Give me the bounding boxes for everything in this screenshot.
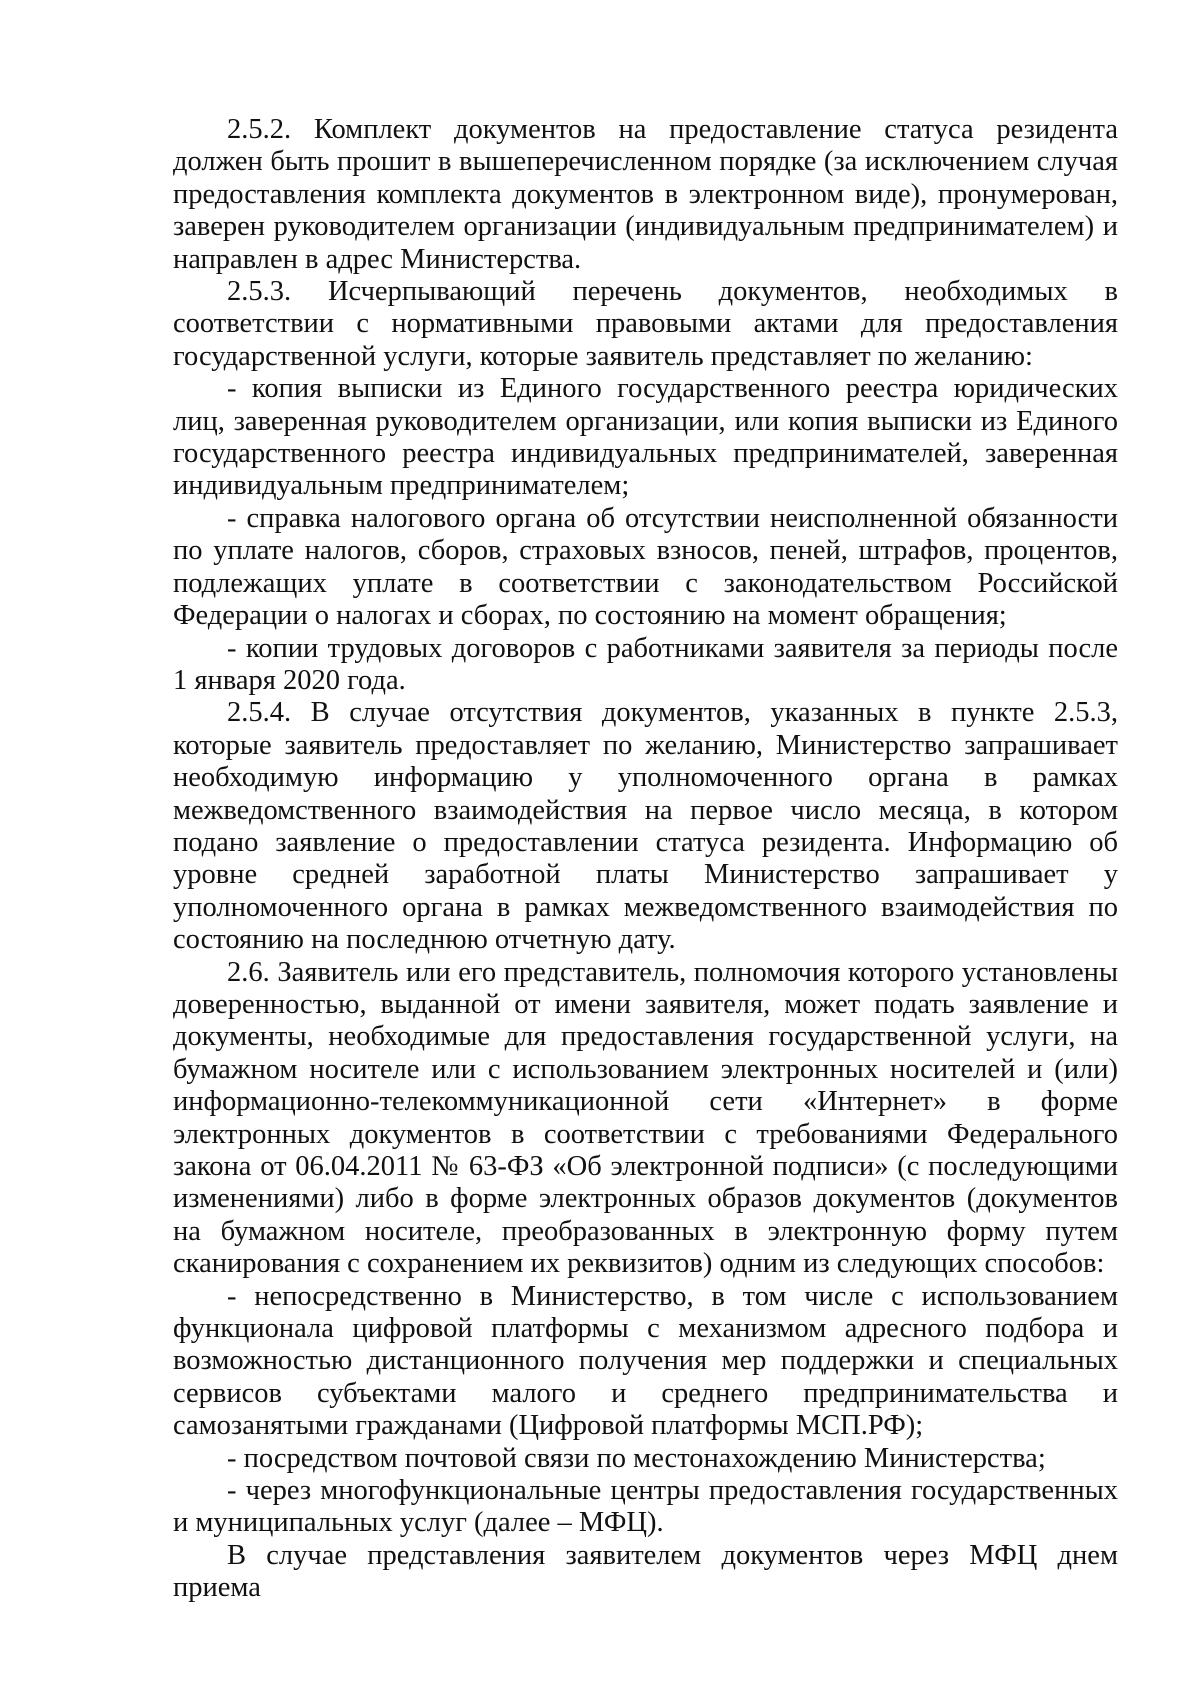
list-item-ministry-directly: - непосредственно в Министерство, в том числе с использованием функционала цифровой платформы с механизмом адресного подбора и возможностью дистанционного получения мер поддержки и специальных сервисов субъектами малого и среднего предпринимательства и самозанятыми гражданами (Цифровой платформы МСП.РФ);	[173, 1280, 1118, 1442]
list-item-egrul-extract: - копия выписки из Единого государственного реестра юридических лиц, заверенная руководителем организации, или копия выписки из Единого государственного реестра индивидуальных предпринимателей, заверенная индивидуальным предпринимателем;	[173, 373, 1118, 502]
list-item-tax-certificate: - справка налогового органа об отсутствии неисполненной обязанности по уплате налогов, сборов, страховых взносов, пеней, штрафов, процентов, подлежащих уплате в соответствии с законодательством Российской Федерации о налогах и сборах, по состоянию на момент обращения;	[173, 502, 1118, 632]
document-body	[173, 114, 1118, 1605]
paragraph-2-5-3: 2.5.3. Исчерпывающий перечень документов, необходимых в соответствии с нормативными правовыми актами для предоставления государственной услуги, которые заявитель представляет по желанию:	[173, 276, 1118, 372]
paragraph-2-5-4: 2.5.4. В случае отсутствия документов, указанных в пункте 2.5.3, которые заявитель предоставляет по желанию, Министерство запрашивает необходимую информацию у уполномоченного органа в рамках межведомственного взаимодействия на первое число месяца, в котором подано заявление о предоставлении статуса резидента. Информацию об уровне средней заработной платы Министерство запрашивает у уполномоченного органа в рамках межведомственного взаимодействия по состоянию на последнюю отчетную дату.	[173, 697, 1118, 956]
list-item-postal: - посредством почтовой связи по местонахождению Министерства;	[227, 1442, 1046, 1474]
list-item-labor-contracts: - копии трудовых договоров с работниками заявителя за периоды после 1 января 2020 года.	[173, 632, 1118, 696]
list-item-mfc: - через многофункциональные центры предоставления государственных и муниципальных услуг (далее – МФЦ).	[173, 1475, 1118, 1539]
paragraph-2-6: 2.6. Заявитель или его представитель, полномочия которого установлены доверенностью, выданной от имени заявителя, может подать заявление и документы, необходимые для предоставления государственной услуги, на бумажном носителе или с использованием электронных носителей и (или) информационно-телекоммуникационной сети «Интернет» в форме электронных документов в соответствии с требованиями Федерального закона от 06.04.2011 № 63-ФЗ «Об электронной подписи» (с последующими изменениями) либо в форме электронных образов документов (документов на бумажном носителе, преобразованных в электронную форму путем сканирования с сохранением их реквизитов) одним из следующих способов:	[173, 956, 1118, 1280]
paragraph-mfc-reception: В случае представления заявителем документов через МФЦ днем приема	[173, 1539, 1118, 1604]
paragraph-2-5-2: 2.5.2. Комплект документов на предоставление статуса резидента должен быть прошит в вышеперечисленном порядке (за исключением случая предоставления комплекта документов в электронном виде), пронумерован, заверен руководителем организации (индивидуальным предпринимателем) и направлен в адрес Министерства.	[173, 114, 1118, 275]
